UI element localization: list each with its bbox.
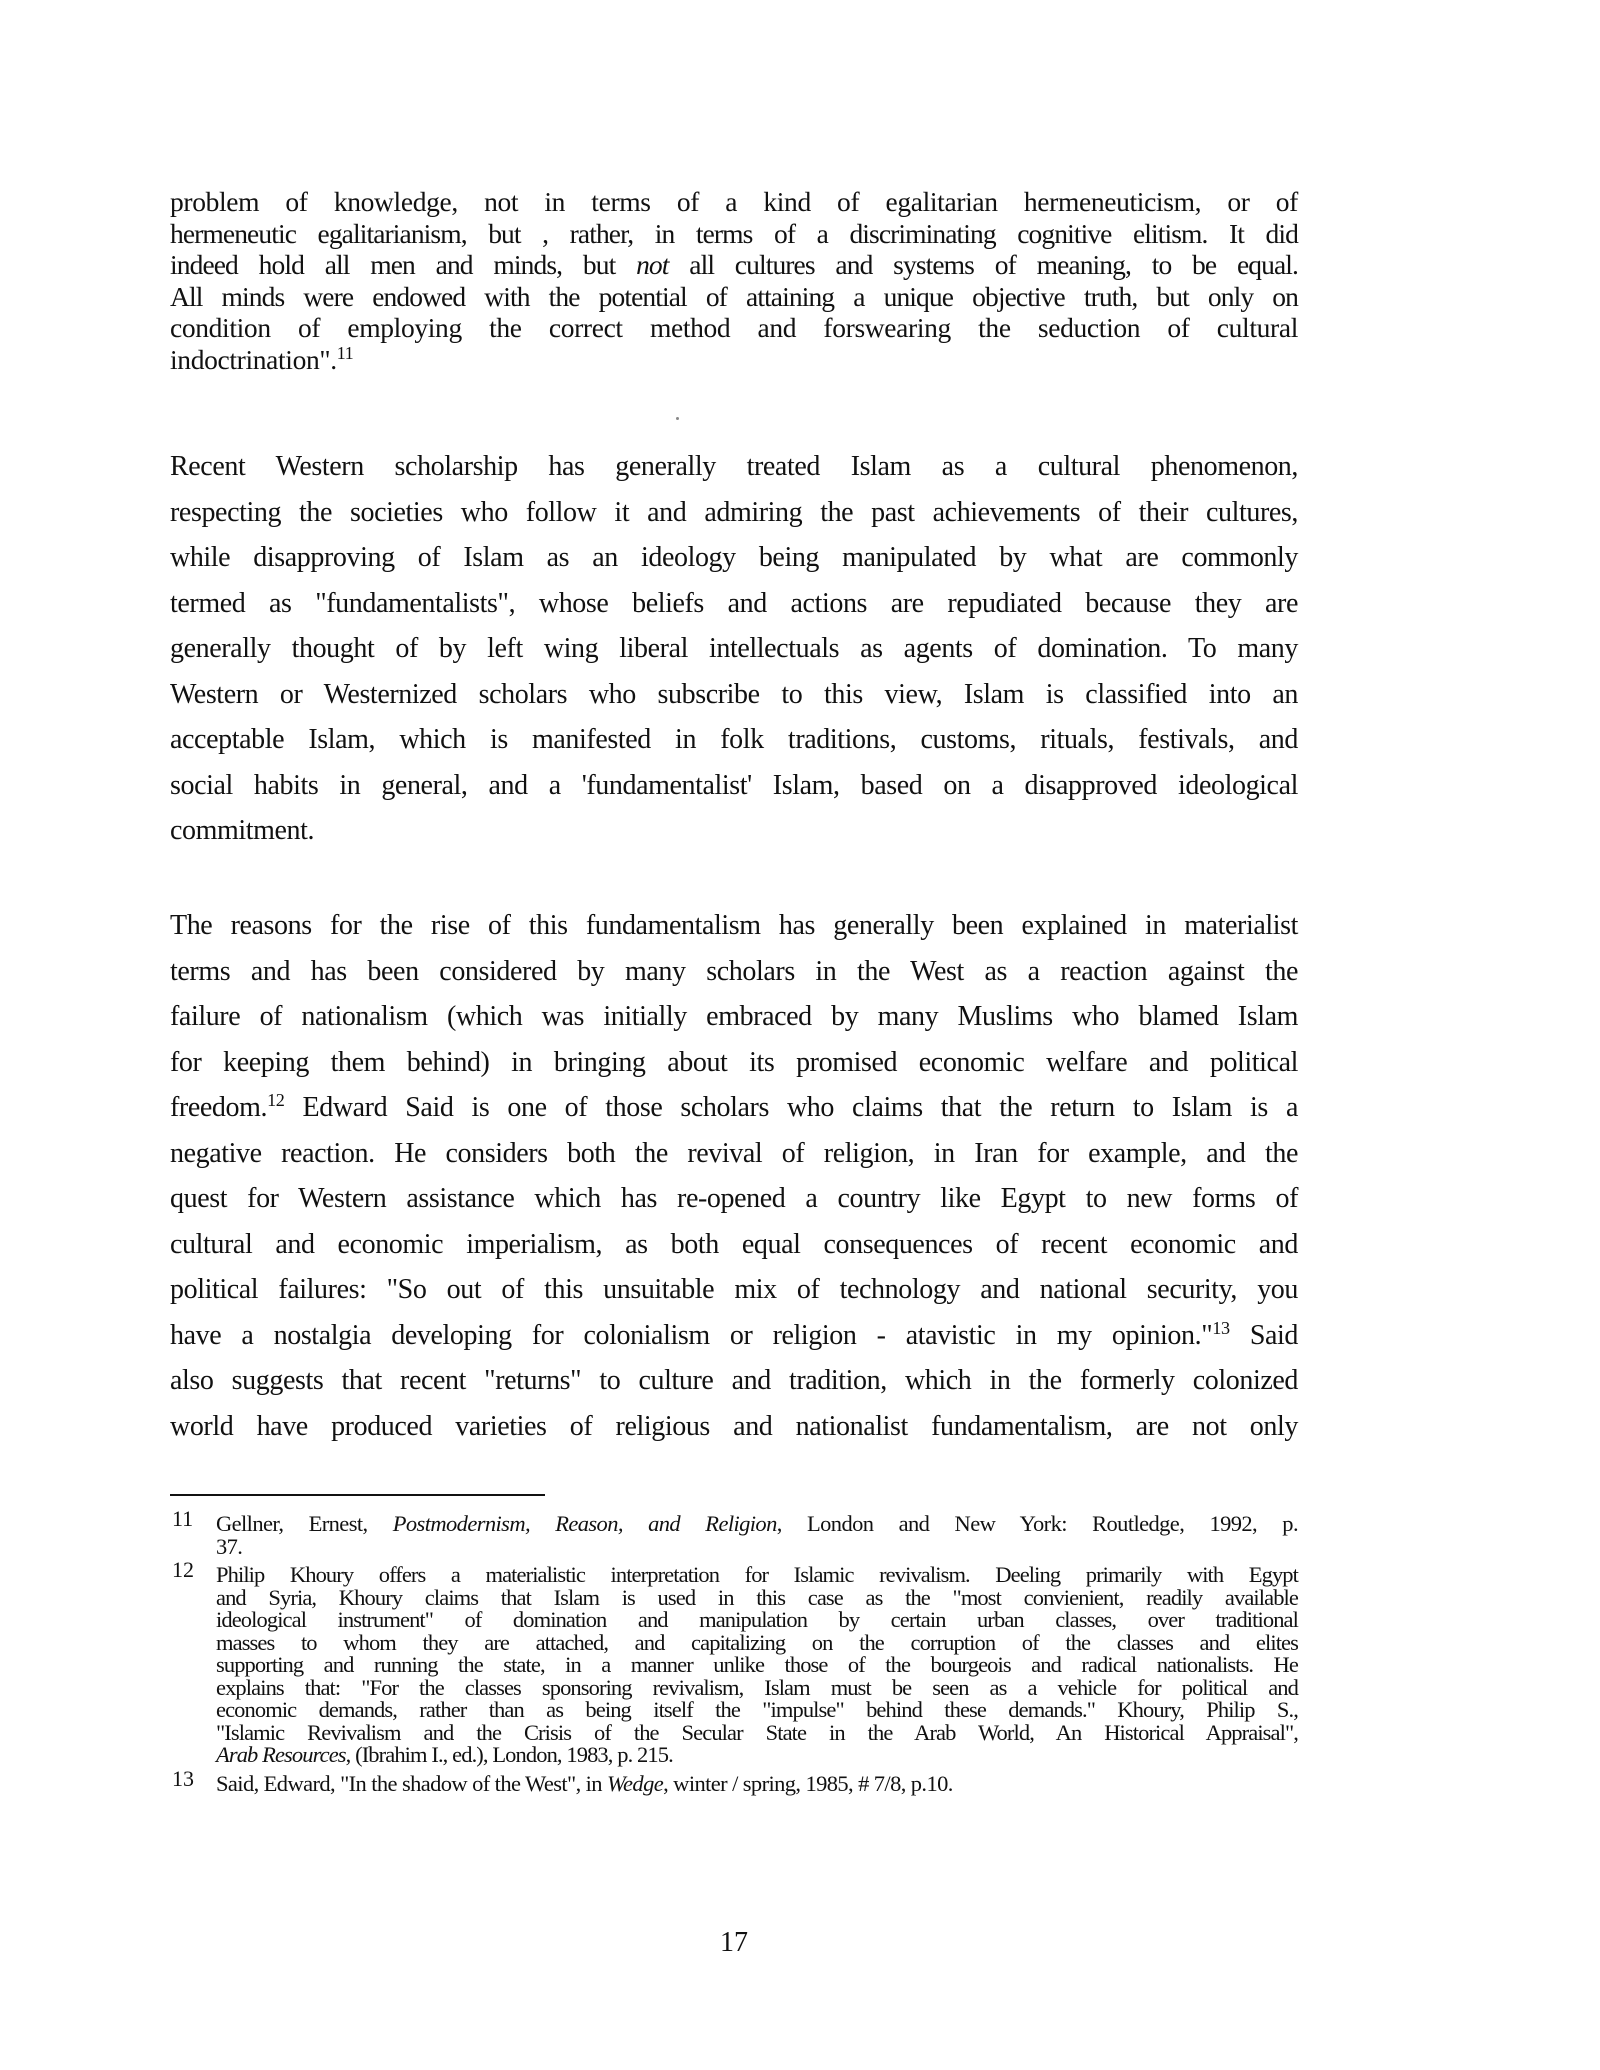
- text-segment: , London and New York: Routledge, 1992, p.: [776, 1511, 1298, 1536]
- text-segment: Said: [1229, 1319, 1299, 1351]
- scan-speck: [676, 417, 679, 420]
- text-line: for keeping them behind) in bringing about its promised economic welfare and political: [170, 1046, 1298, 1078]
- text-line: The reasons for the rise of this fundamentalism has generally been explained in materialist: [170, 910, 1298, 941]
- text-segment: , winter / spring, 1985, # 7/8, p.10.: [663, 1770, 953, 1796]
- footnote-12: [170, 1557, 1298, 1767]
- book-title: Postmodernism, Reason, and Religion: [392, 1511, 777, 1536]
- text-line: commitment.: [170, 815, 315, 846]
- text-line: hermeneutic egalitarianism, but , rather, in terms of a discriminating cognitive elitism. It did: [170, 217, 1298, 249]
- text-segment: , (Ibrahim I., ed.), London, 1983, p. 215.: [345, 1742, 673, 1767]
- journal-title: Wedge: [606, 1770, 664, 1796]
- text-line: [170, 249, 1298, 281]
- text-line: acceptable Islam, which is manifested in folk traditions, customs, rituals, festivals, and: [170, 724, 1298, 755]
- text-line: social habits in general, and a 'fundamentalist' Islam, based on a disapproved ideological: [170, 769, 1298, 801]
- text-line: terms and has been considered by many scholars in the West as a reaction against the: [170, 955, 1298, 987]
- text-line: quest for Western assistance which has re-opened a country like Egypt to new forms of: [170, 1183, 1298, 1214]
- text-line: political failures: "So out of this unsuitable mix of technology and national security, you: [170, 1274, 1298, 1305]
- text-line: generally thought of by left wing liberal intellectuals as agents of domination. To many: [170, 633, 1298, 664]
- text-segment: Said, Edward, "In the shadow of the West", in: [216, 1770, 607, 1796]
- footnote-ref-13[interactable]: 13: [1212, 1317, 1230, 1338]
- paragraph-quote-continuation: [170, 186, 1298, 375]
- paragraph-western-scholarship: [170, 444, 1298, 854]
- footnote-number: 12: [172, 1557, 194, 1582]
- text-line: condition of employing the correct method and forswearing the seduction of cultural: [170, 312, 1298, 343]
- text-line: "Islamic Revivalism and the Crisis of the Secular State in the Arab World, An Historical Appraisal",: [216, 1719, 1298, 1745]
- text-line: explains that: "For the classes sponsoring revivalism, Islam must be seen as a vehicle for political and: [216, 1674, 1298, 1700]
- text-line: world have produced varieties of religious and nationalist fundamentalism, are not only: [170, 1410, 1298, 1442]
- text-line: also suggests that recent "returns" to culture and tradition, which in the formerly colonized: [170, 1365, 1298, 1396]
- text-line: [170, 344, 1298, 376]
- text-line: while disapproving of Islam as an ideology being manipulated by what are commonly: [170, 542, 1298, 573]
- text-segment: Gellner, Ernest,: [216, 1511, 393, 1536]
- text-line: 37.: [216, 1533, 243, 1559]
- text-segment: freedom.: [170, 1092, 268, 1123]
- text-line: respecting the societies who follow it and admiring the past achievements of their cultures,: [170, 496, 1298, 528]
- text-segment: Edward Said is one of those scholars who claims that the return to Islam is a: [284, 1092, 1298, 1123]
- text-line: Recent Western scholarship has generally treated Islam as a cultural phenomenon,: [170, 451, 1298, 482]
- footnote-number: 13: [172, 1765, 194, 1791]
- text-segment: indeed hold all men and minds, but: [170, 249, 637, 280]
- text-segment: have a nostalgia developing for colonialism or religion - atavistic in my opinion.": [170, 1319, 1213, 1351]
- text-line: masses to whom they are attached, and capitalizing on the corruption of the classes and elites: [216, 1629, 1298, 1655]
- footnote-ref-12[interactable]: 12: [267, 1090, 285, 1110]
- footnote-number: 11: [172, 1506, 194, 1531]
- text-line: [216, 1744, 1298, 1767]
- text-line: and Syria, Khoury claims that Islam is used in this case as the "most convienient, readily available: [216, 1584, 1298, 1610]
- journal-title: Arab Resources: [216, 1742, 346, 1767]
- text-line: supporting and running the state, in a manner unlike those of the bourgeois and radical nationalists. He: [216, 1652, 1298, 1677]
- text-line: negative reaction. He considers both the revival of religion, in Iran for example, and the: [170, 1137, 1298, 1169]
- footnote-ref-11[interactable]: 11: [336, 342, 354, 363]
- footnote-separator: [170, 1494, 545, 1496]
- text-line: ideological instrument" of domination and manipulation by certain urban classes, over traditional: [216, 1607, 1298, 1632]
- text-line: cultural and economic imperialism, as both equal consequences of recent economic and: [170, 1228, 1298, 1260]
- text-line: Philip Khoury offers a materialistic interpretation for Islamic revivalism. Deeling primarily with Egypt: [216, 1562, 1298, 1587]
- text-line: All minds were endowed with the potential of attaining a unique objective truth, but only on: [170, 280, 1298, 312]
- footnote-11: [170, 1506, 1298, 1559]
- text-line: [216, 1513, 1298, 1536]
- text-line: [216, 1770, 1298, 1796]
- text-line: Western or Westernized scholars who subscribe to this view, Islam is classified into an: [170, 678, 1298, 710]
- text-line: [170, 1313, 1298, 1359]
- text-line: economic demands, rather than as being itself the "impulse" behind these demands." Khoury, Philip S.,: [216, 1697, 1298, 1722]
- page-number: 17: [720, 1927, 748, 1958]
- paragraph-fundamentalism-reasons: [170, 903, 1298, 1449]
- footnote-13: [170, 1765, 1298, 1796]
- text-line: failure of nationalism (which was initially embraced by many Muslims who blamed Islam: [170, 1001, 1298, 1032]
- text-segment: indoctrination".: [170, 343, 337, 375]
- text-line: problem of knowledge, not in terms of a kind of egalitarian hermeneuticism, or of: [170, 186, 1298, 217]
- italic-emphasis: not: [636, 249, 669, 280]
- text-line: [170, 1085, 1298, 1131]
- footnotes: [170, 1506, 1298, 1801]
- text-line: termed as "fundamentalists", whose beliefs and actions are repudiated because they are: [170, 587, 1298, 619]
- text-segment: all cultures and systems of meaning, to be equal.: [668, 249, 1298, 280]
